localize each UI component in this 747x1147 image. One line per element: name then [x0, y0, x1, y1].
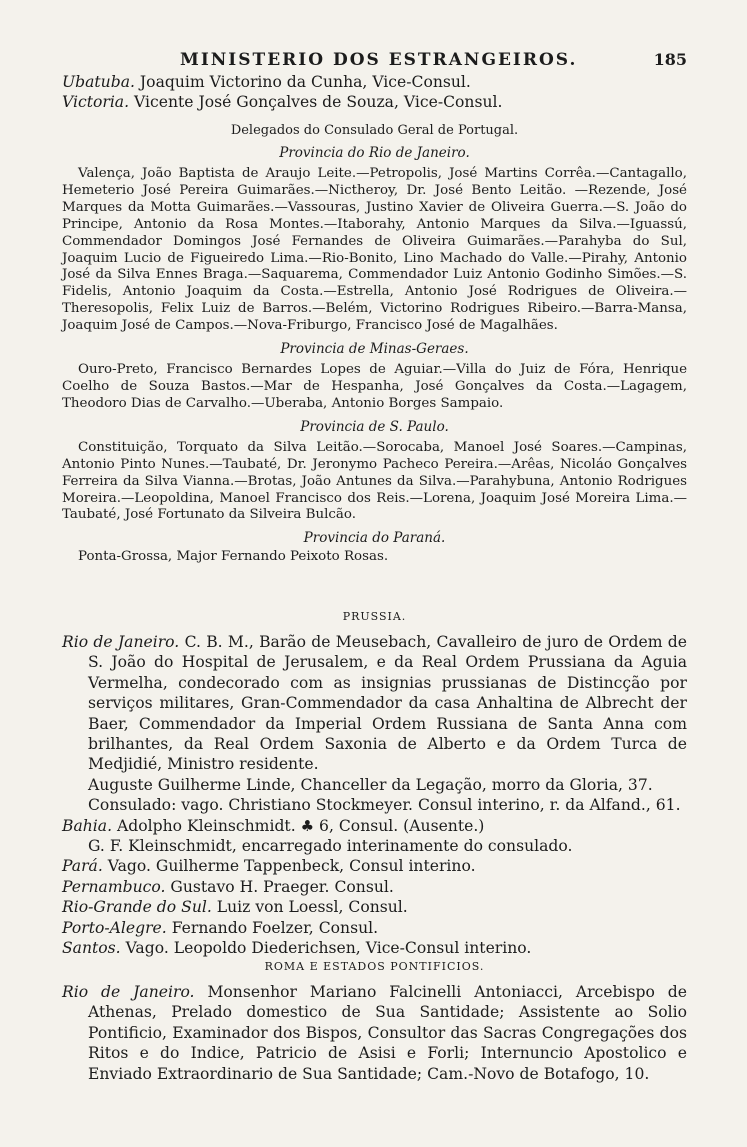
- entry-ubatuba: [62, 72, 687, 92]
- province-text-sp: Constituição, Torquato da Silva Leitão.—Sorocaba, Manoel José Soares.—Campinas, Antonio Pinto Nunes.—Taubaté, Dr. Jeronymo Pacheco Pereira.—Arêas, Nicoláo Gonçalves Ferreira da Silva Vianna.—Brotas, João Antunes da Silva.—Parahybuna, Antonio Rodrigues Moreira.—Leopoldina, Manoel Francisco dos Reis.—Lorena, Joaquim José Moreira Lima.—Taubaté, José Fortunato da Silveira Bulcão.: [62, 439, 687, 523]
- entry-text: Adolpho Kleinschmidt.: [112, 816, 296, 835]
- entry-text: 6, Consul. (Ausente.): [314, 816, 485, 835]
- entry-text: Vicente José Gonçalves de Souza, Vice-Consul.: [129, 93, 503, 112]
- place-name: Porto-Alegre.: [62, 918, 167, 937]
- prussia-heading: PRUSSIA.: [342, 610, 407, 623]
- entry-text: Joaquim Victorino da Cunha, Vice-Consul.: [134, 73, 471, 91]
- province-text-rio: Valença, João Baptista de Araujo Leite.—Petropolis, José Martins Corrêa.—Cantagallo, Hemeterio José Pereira Guimarães.—Nictheroy, Dr. José Bento Leitão. —Rezende, José Marques da Motta Guimarães.—Vassouras, Justino Xavier de Oliveira Guerra.—S. João do Principe, Antonio da Rosa Montes.—Itaborahy, Antonio Marques da Silva.—Iguassú, Commendador Domingos José Fernandes de Oliveira Guimarães.—Parahyba do Sul, Joaquim Lucio de Figueiredo Lima.—Rio-Bonito, Lino Machado do Valle.—Pirahy, Antonio José da Silva Ennes Braga.—Saquarema, Commendador Luiz Antonio Godinho Simões.—S. Fidelis, Antonio Joaquim da Costa.—Estrella, Antonio José Rodrigues de Oliveira.—Theresopolis, Felix Luiz de Barros.—Belém, Victorino Rodrigues Ribeiro.—Barra-Mansa, Joaquim José de Campos.—Nova-Friburgo, Francisco José de Magalhães.: [62, 166, 687, 334]
- place-name: Rio de Janeiro.: [62, 633, 180, 651]
- vice-consul-list: [62, 72, 687, 113]
- place-name: Rio-Grande do Sul.: [62, 898, 212, 917]
- running-title: MINISTERIO DOS ESTRANGEIROS.: [180, 50, 578, 70]
- entry-consulado: Consulado: vago. Christiano Stockmeyer. Consul interino, r. da Alfand., 61.: [88, 796, 681, 815]
- entry-chancellor: Auguste Guilherme Linde, Chanceller da Legação, morro da Gloria, 37.: [88, 775, 653, 794]
- entry-pernambuco: [62, 877, 687, 897]
- province-text-minas: Ouro-Preto, Francisco Bernardes Lopes de Aguiar.—Villa do Juiz de Fóra, Henrique Coelho de Souza Bastos.—Mar de Hespanha, José Gonçalves da Costa.—Lagagem, Theodoro Dias de Carvalho.—Uberaba, Antonio Borges Sampaio.: [62, 362, 687, 411]
- province-heading-minas: Provincia de Minas-Geraes.: [280, 341, 469, 358]
- order-symbol-icon: ♣: [300, 816, 315, 835]
- portugal-section: [62, 122, 687, 566]
- place-name: Pernambuco.: [62, 877, 166, 896]
- prussia-section: [62, 608, 687, 959]
- place-name: Pará.: [62, 857, 103, 876]
- page-number: 185: [653, 50, 687, 69]
- entry-text: Fernando Foelzer, Consul.: [166, 918, 379, 937]
- entry-text: Vago. Leopoldo Diederichsen, Vice-Consul interino.: [120, 939, 532, 958]
- province-text-parana: Ponta-Grossa, Major Fernando Peixoto Rosas.: [78, 549, 389, 565]
- entry-text: Monsenhor Mariano Falcinelli Antoniacci, Arcebispo de Athenas, Prelado domestico de Sua Santidade; Assistente ao Solio Pontificio, Examinador dos Bispos, Consultor das Sacras Congregações dos Ritos e do Indice, Patricio de Asisi e Forli; Internuncio Apostolico e Enviado Extraordinario de Sua Santidade; Cam.-Novo de Botafogo, 10.: [88, 983, 687, 1083]
- entry-bahia: [62, 816, 687, 836]
- place-name: Bahia.: [62, 816, 113, 835]
- entry-rio-grande-do-sul: [62, 897, 687, 917]
- place-name: Ubatuba.: [62, 73, 135, 91]
- entry-text: Gustavo H. Praeger. Consul.: [165, 877, 394, 896]
- portugal-heading: Delegados do Consulado Geral de Portugal.: [230, 123, 519, 138]
- place-name: Santos.: [62, 939, 121, 958]
- province-heading-parana: Provincia do Paraná.: [303, 530, 446, 547]
- entry-text: Luiz von Loessl, Consul.: [211, 898, 408, 917]
- entry-porto-alegre: [62, 918, 687, 938]
- province-heading-rio: Provincia do Rio de Janeiro.: [279, 145, 470, 161]
- entry-rio-prussia: [62, 632, 687, 775]
- roma-section: [62, 958, 687, 1084]
- entry-text: Vago. Guilherme Tappenbeck, Consul interino.: [102, 857, 476, 876]
- place-name: Rio de Janeiro.: [62, 983, 195, 1001]
- place-name: Victoria.: [62, 93, 130, 112]
- entry-santos: [62, 938, 687, 958]
- entry-text: C. B. M., Barão de Meusebach, Cavalleiro de juro de Ordem de S. João do Hospital de Jerusalem, e da Real Ordem Prussiana da Aguia Vermelha, condecorado com as insignias prussianas de Distincção por serviços militares, Gran-Commendador da casa Anhaltina de Albrecht der Baer, Commendador da Imperial Ordem Russiana de Santa Anna com brilhantes, da Real Ordem Saxonia de Alberto e da Ordem Turca de Medjidié, Ministro residente.: [88, 633, 688, 774]
- entry-victoria: [62, 92, 687, 112]
- entry-bahia-interim: G. F. Kleinschmidt, encarregado interinamente do consulado.: [88, 837, 573, 856]
- entry-rio-roma: [62, 982, 687, 1084]
- entry-para: [62, 856, 687, 876]
- roma-heading: ROMA E ESTADOS PONTIFICIOS.: [264, 960, 485, 973]
- province-heading-sp: Provincia de S. Paulo.: [300, 418, 449, 435]
